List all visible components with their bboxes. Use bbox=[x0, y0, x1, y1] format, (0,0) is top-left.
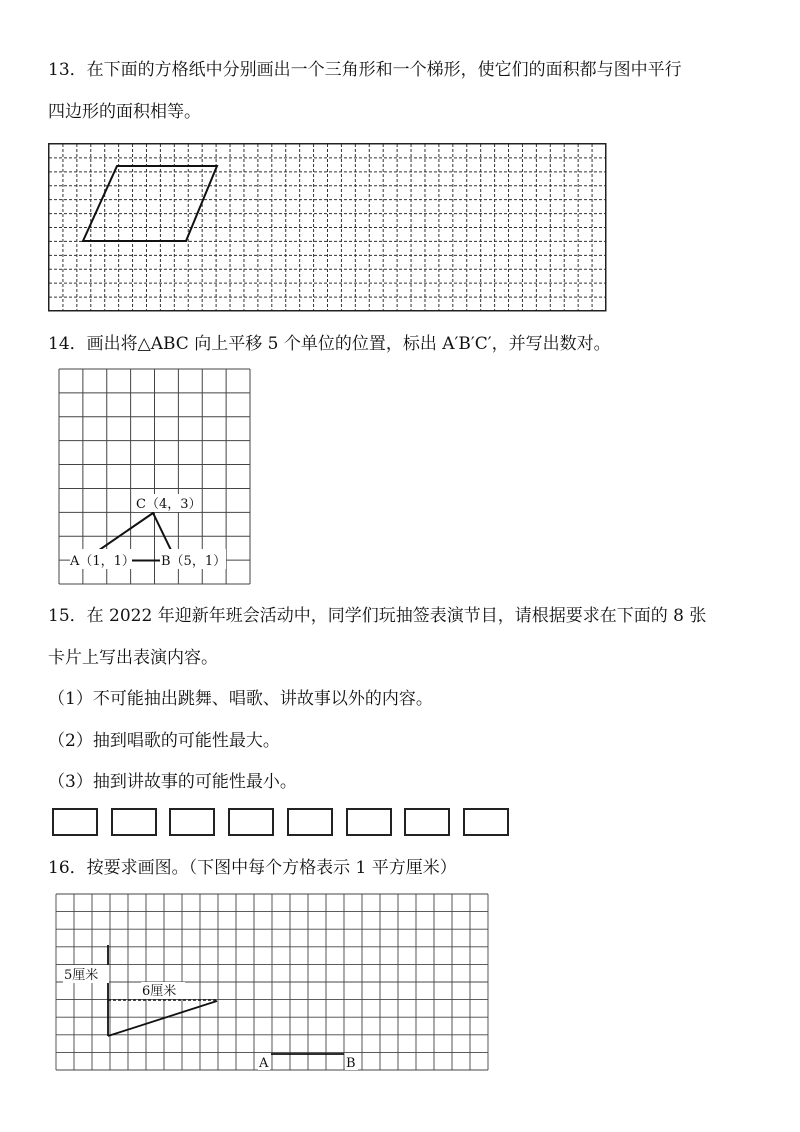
label-c: C（4，3） bbox=[136, 497, 202, 512]
label-6cm: 6厘米 bbox=[142, 984, 177, 999]
q14-text: 14．画出将△ABC 向上平移 5 个单位的位置，标出 A′B′C′，并写出数对。 bbox=[48, 334, 611, 354]
card-6[interactable] bbox=[346, 808, 392, 836]
card-1[interactable] bbox=[52, 808, 98, 836]
card-8[interactable] bbox=[463, 808, 509, 836]
q14-grid[interactable] bbox=[58, 368, 252, 586]
card-2[interactable] bbox=[111, 808, 157, 836]
q15-req3: （3）抽到讲故事的可能性最小。 bbox=[48, 772, 297, 792]
q16-grid[interactable] bbox=[55, 893, 490, 1073]
card-3[interactable] bbox=[169, 808, 215, 836]
q13-parallelogram bbox=[83, 166, 217, 241]
q15-line1: 15．在 2022 年迎新年班会活动中，同学们玩抽签表演节目，请根据要求在下面的 8 张 bbox=[48, 606, 707, 626]
card-7[interactable] bbox=[404, 808, 450, 836]
q13-line1: 13．在下面的方格纸中分别画出一个三角形和一个梯形，使它们的面积都与图中平行 bbox=[48, 60, 682, 80]
card-5[interactable] bbox=[287, 808, 333, 836]
q13-line2: 四边形的面积相等。 bbox=[48, 102, 201, 122]
label-b: B（5，1） bbox=[161, 554, 227, 569]
label-a: A（1，1） bbox=[70, 554, 135, 569]
slanted-line bbox=[108, 1001, 217, 1036]
q15-req1: （1）不可能抽出跳舞、唱歌、讲故事以外的内容。 bbox=[48, 689, 433, 709]
q16-grid-lines bbox=[56, 894, 488, 1070]
label-5cm: 5厘米 bbox=[64, 968, 99, 983]
card-4[interactable] bbox=[228, 808, 274, 836]
label-a16: A bbox=[259, 1056, 269, 1071]
q16-text: 16．按要求画图。（下图中每个方格表示 1 平方厘米） bbox=[48, 858, 457, 878]
q15-line2: 卡片上写出表演内容。 bbox=[48, 648, 218, 668]
label-b16: B bbox=[346, 1056, 356, 1071]
q13-grid-lines bbox=[49, 144, 606, 311]
q13-grid[interactable] bbox=[48, 143, 608, 312]
q15-req2: （2）抽到唱歌的可能性最大。 bbox=[48, 731, 280, 751]
